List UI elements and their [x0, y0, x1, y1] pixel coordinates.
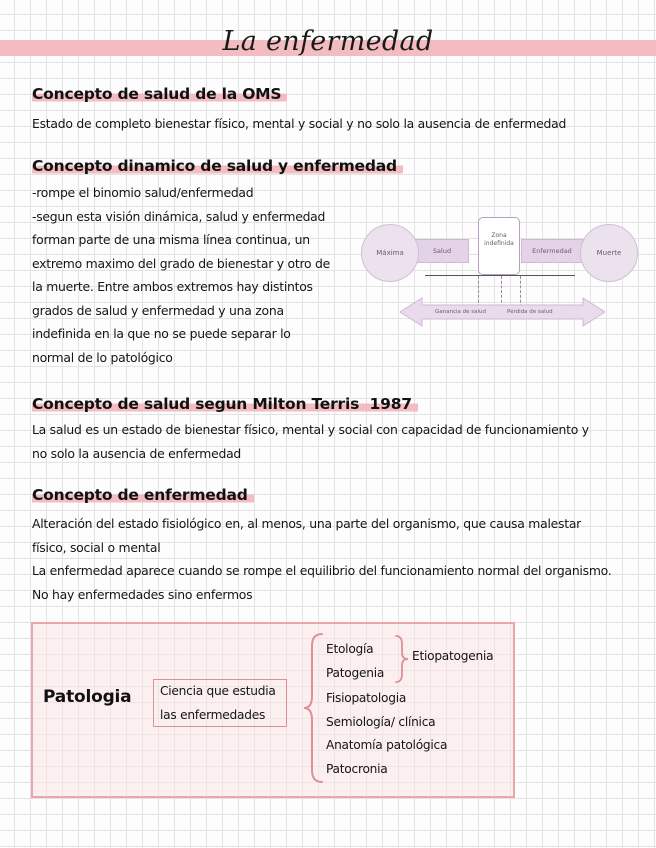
heading-dinamico-text: Concepto dinamico de salud y enfermedad: [32, 157, 403, 175]
heading-terris-text: [32, 395, 418, 413]
dinamico-paragraph: [32, 181, 330, 369]
text-line: la muerte. Entre ambos extremos hay distintos: [32, 279, 313, 294]
text-line: extremo maximo del grado de bienestar y otro de: [32, 255, 331, 271]
text-line: indefinida en la que no se puede separar lo: [32, 326, 291, 341]
heading-oms-text: Concepto de salud de la OMS: [32, 85, 287, 103]
heading-terris-name: Concepto de salud segun Milton Terris: [32, 395, 360, 413]
etiopatogenia-label: Etiopatogenia: [412, 649, 494, 663]
diagram-axis-line: [425, 275, 575, 276]
health-continuum-diagram: [355, 210, 645, 340]
text-line: -segun esta visión dinámica, salud y enfermedad: [32, 208, 326, 224]
zona-line2: indefinida: [484, 240, 514, 247]
text-line: no solo la ausencia de enfermedad: [32, 445, 242, 461]
diagram-muerte-circle: Muerte: [580, 224, 638, 282]
definition-line: las enfermedades: [160, 707, 266, 722]
list-item: Etología: [326, 642, 374, 656]
patologia-label: Patologia: [43, 687, 132, 707]
list-item: Patocronia: [326, 761, 388, 776]
enfermedad-paragraph: [32, 512, 611, 606]
terris-paragraph: [32, 418, 589, 465]
text-line: Estado de completo bienestar físico, mental y social y no solo la ausencia de enfermedad: [32, 116, 567, 131]
page-title: La enfermedad: [222, 26, 434, 57]
diagram-salud-bar: Salud: [415, 239, 469, 263]
diagram-perdida-label: Pérdida de salud: [507, 309, 553, 315]
text-line: normal de lo patológico: [32, 349, 173, 365]
heading-enfermedad-text: Concepto de enfermedad: [32, 486, 254, 504]
text-line: físico, social o mental: [32, 539, 161, 555]
heading-dinamico: [32, 157, 403, 175]
list-item: Semiología/ clínica: [326, 714, 436, 729]
diagram-ganancia-label: Ganancia de salud: [435, 309, 487, 315]
diagram-maxima-circle: Máxima: [361, 224, 419, 282]
text-line: forman parte de una misma línea continua, un: [32, 232, 310, 247]
zona-line1: Zona: [491, 232, 507, 239]
diagram-double-arrow: [400, 296, 605, 328]
branches-list: [326, 687, 447, 781]
list-item: Anatomía patológica: [326, 738, 448, 752]
heading-enfermedad: [32, 486, 254, 504]
text-line: No hay enfermedades sino enfermos: [32, 586, 253, 602]
definition-text: [160, 680, 276, 727]
etio-brace-icon: [394, 634, 410, 684]
list-item: Patogenia: [326, 665, 385, 680]
diagram-enfermedad-bar: Enfermedad: [521, 239, 583, 263]
text-line: La salud es un estado de bienestar físico, mental y social con capacidad de funcionamiento y: [32, 422, 589, 437]
heading-terris: [32, 395, 418, 413]
etio-list: [326, 638, 384, 685]
heading-terris-year: 1987: [369, 395, 412, 413]
list-item: Fisiopatologia: [326, 691, 407, 705]
oms-paragraph: [32, 112, 566, 136]
text-line: -rompe el binomio salud/enfermedad: [32, 185, 254, 200]
diagram-zona-indefinida: [478, 217, 520, 275]
text-line: La enfermedad aparece cuando se rompe el equilibrio del funcionamiento normal del organismo.: [32, 563, 612, 578]
text-line: grados de salud y enfermedad y una zona: [32, 302, 284, 318]
heading-oms: [32, 85, 287, 103]
text-line: Alteración del estado fisiológico en, al menos, una parte del organismo, que causa malestar: [32, 516, 582, 531]
definition-line: Ciencia que estudia: [160, 684, 276, 698]
